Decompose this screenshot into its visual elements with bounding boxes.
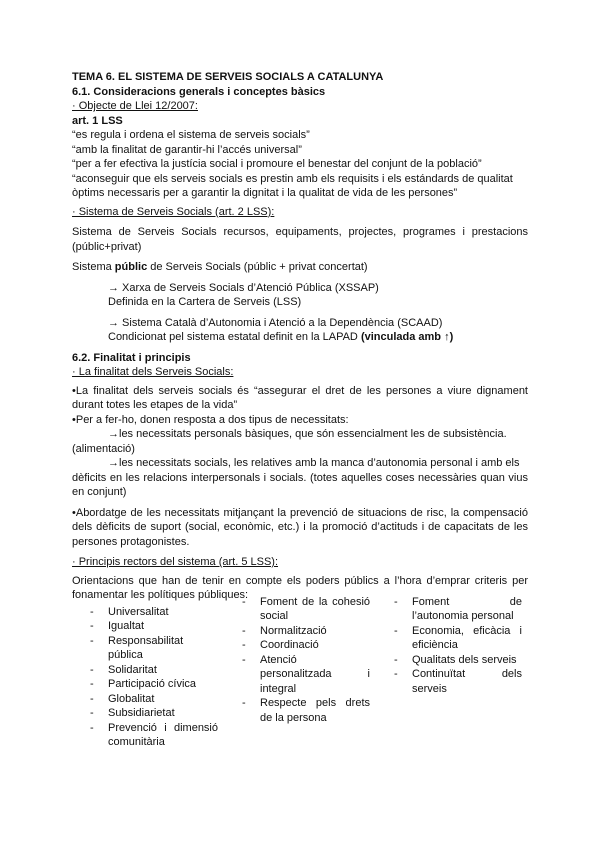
principle-item: - Qualitats dels serveis — [376, 653, 528, 668]
art-1-lss: art. 1 LSS — [72, 114, 123, 127]
finalitat-2b-2: dèficits en les relacions interpersonals i socials. (totes aquelles coses necessàries quan vius — [72, 471, 528, 484]
xarxa-line: → Xarxa de Serveis Socials d’Atenció Pública (XSSAP) — [108, 281, 379, 294]
principle-item: - Atenció personalitzada i integral — [224, 653, 376, 697]
principle-item: - Coordinació — [224, 638, 376, 653]
scaad-line: → Sistema Català d’Autonomia i Atenció a la Dependència (SCAAD) — [108, 316, 443, 329]
section-6-2-heading: 6.2. Finalitat i principis — [72, 351, 191, 364]
quote-3: “per a fer efectiva la justícia social i promoure el benestar del conjunt de la població” — [72, 158, 482, 170]
orientacions-a: Orientacions que han de tenir en compte els poders públics a l’hora d’emprar criteris per — [72, 574, 528, 587]
finalitat-3a: •Abordatge de les necessitats mitjançant la prevenció de situacions de risc, la compensació — [72, 506, 528, 519]
quote-2: “amb la finalitat de garantir-hi l’accés universal” — [72, 143, 302, 156]
principle-item: - Participació cívica — [72, 677, 224, 692]
principles-column-2 — [224, 595, 376, 750]
principis-heading: · Principis rectors del sistema (art. 5 LSS): — [72, 556, 279, 568]
principle-item: - Subsidiarietat — [72, 706, 224, 721]
document-title: TEMA 6. EL SISTEMA DE SERVEIS SOCIALS A CATALUNYA — [72, 71, 384, 83]
finalitat-2b-3: en conjunt) — [72, 486, 127, 498]
sp-bold: públic — [114, 261, 148, 273]
sp-post: de Serveis Socials (públic + privat concertat) — [147, 261, 368, 273]
quote-1: “es regula i ordena el sistema de serveis socials” — [72, 129, 310, 141]
finalitat-2: •Per a fer-ho, donen resposta a dos tipus de necessitats: — [72, 413, 349, 426]
finalitat-heading: · La finalitat dels Serveis Socials: — [72, 366, 234, 378]
quote-5: òptims necessaris per a garantir la dignitat i la qualitat de vida de les persones” — [72, 187, 458, 199]
sp-pre: Sistema — [72, 261, 115, 273]
principle-item: - Economia, eficàcia i eficiència — [376, 624, 528, 653]
principle-item: - Foment de la cohesió social — [224, 595, 376, 624]
orientacions-b: fonamentar les polítiques públiques: — [72, 589, 249, 601]
scaad-def — [72, 330, 528, 345]
principle-item: - Universalitat — [72, 605, 224, 620]
principle-item: - Prevenció i dimensió comunitària — [72, 721, 224, 750]
quote-4: “aconseguir que els serveis socials es prestin amb els requisits i els estándards de qualitat — [72, 172, 513, 185]
finalitat-1b: durant totes les etapes de la vida” — [72, 399, 238, 411]
principle-item: - Solidaritat — [72, 663, 224, 678]
principle-item: - Normalització — [224, 624, 376, 639]
finalitat-1a: •La finalitat dels serveis socials és “assegurar el dret de les persones a viure dignament — [72, 384, 528, 397]
xarxa-def: Definida en la Cartera de Serveis (LSS) — [108, 296, 302, 308]
section-6-1-heading: 6.1. Consideracions generals i conceptes bàsics — [72, 85, 326, 98]
sistema-line-1: Sistema de Serveis Socials recursos, equipaments, projectes, programes i prestacions — [72, 226, 528, 238]
finalitat-2a-1: →les necessitats personals bàsiques, que són essencialment les de subsistència. — [108, 428, 507, 440]
objecte-heading: · Objecte de Llei 12/2007: — [72, 100, 198, 112]
principle-item: - Respecte pels drets de la persona — [224, 696, 376, 725]
principles-column-1 — [72, 605, 224, 750]
finalitat-2b-1: →les necessitats socials, les relatives amb la manca d’autonomia personal i amb els — [108, 457, 520, 469]
finalitat-2a-2: (alimentació) — [72, 442, 135, 455]
sistema-public-line — [72, 260, 528, 275]
principle-item: - Responsabilitat pública — [72, 634, 224, 663]
sistema-heading: · Sistema de Serveis Socials (art. 2 LSS): — [72, 205, 275, 218]
sistema-line-2: (públic+privat) — [72, 240, 142, 253]
finalitat-3b: dels dèficits de suport (social, econòmic, etc.) i la promoció d’actituds i de capacitats de les — [72, 521, 528, 533]
document-page — [72, 70, 528, 750]
principle-item: - Igualtat — [72, 619, 224, 634]
principle-item: - Continuïtat dels serveis — [376, 667, 528, 696]
principles-column-3 — [376, 595, 528, 750]
principle-item: - Foment de l’autonomia personal — [376, 595, 528, 624]
scaad-def-pre: Condicionat pel sistema estatal definit en la LAPAD — [108, 331, 361, 343]
principle-item: - Globalitat — [72, 692, 224, 707]
finalitat-3c: persones protagonistes. — [72, 535, 190, 548]
scaad-def-bold: (vinculada amb ↑) — [360, 331, 454, 343]
